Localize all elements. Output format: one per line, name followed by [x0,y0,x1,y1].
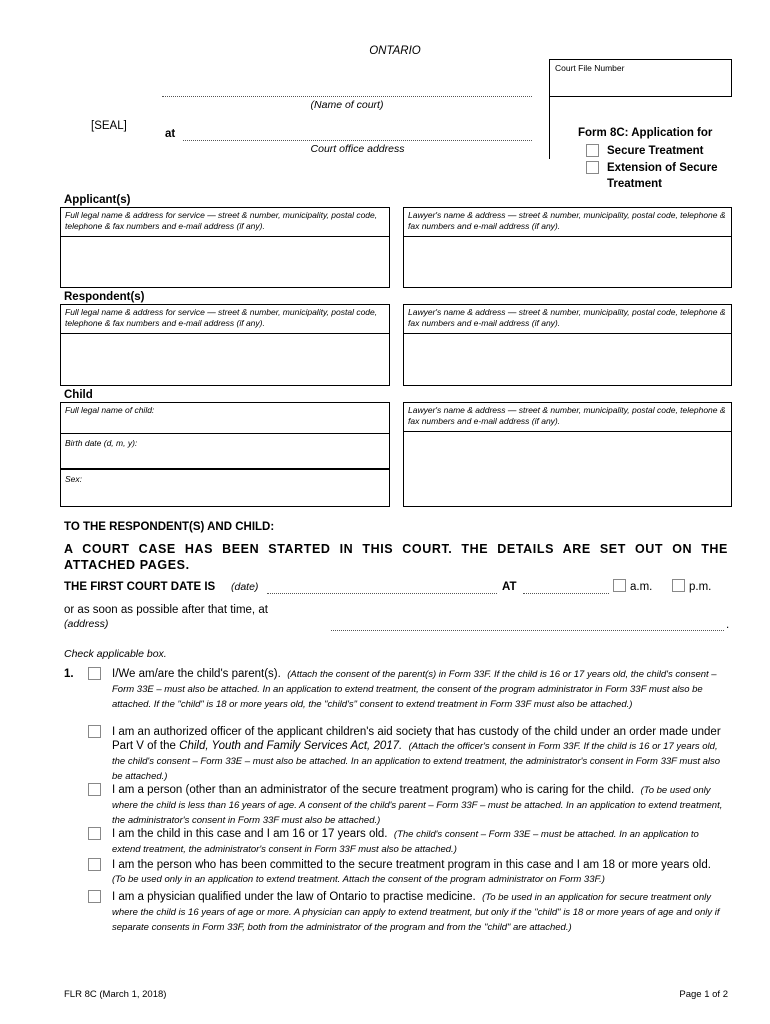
notice-to: TO THE RESPONDENT(S) AND CHILD: [64,521,275,533]
child-birth-label: Birth date (d, m, y): [65,438,138,448]
child-lawyer-field[interactable] [403,402,732,507]
asap-text: or as soon as possible after that time, at [64,604,268,616]
applicant-lawyer-field[interactable] [403,207,732,288]
physician-option [112,890,728,935]
court-date-input[interactable] [267,593,497,594]
child-text: I am the child in this case and I am 16 or 17 years old. [112,828,388,840]
child-sex-field[interactable] [60,469,390,507]
cas-officer-checkbox[interactable] [88,725,101,738]
physician-text: I am a physician qualified under the law of Ontario to practise medicine. [112,891,476,903]
pm-checkbox[interactable] [672,579,685,592]
extension-checkbox[interactable] [586,161,599,174]
child-name-field[interactable] [60,402,390,434]
applicant-party-field[interactable] [60,207,390,288]
caregiver-text: I am a person (other than an administrator of the secure treatment program) who is caring for the child. [112,784,635,796]
notice-started: A COURT CASE HAS BEEN STARTED IN THIS COURT. THE DETAILS ARE SET OUT ON THE ATTACHED PAGES. [64,542,728,572]
committed-person-note: (To be used only in an application to extend treatment. Attach the consent of the program administrator on Form 33F.) [112,874,605,885]
committed-person-checkbox[interactable] [88,858,101,871]
page-number: Page 1 of 2 [679,989,728,1000]
cas-officer-note: (Attach the officer's consent in Form 33F. If the child is 16 or 17 years old, the child's consent – Form 33E – must also be attached. In an application to extend treatment, the administrator's consent in Form 33F must also be attached.) [112,741,721,782]
court-name-caption: (Name of court) [310,99,384,111]
child-sex-label: Sex: [65,474,83,484]
physician-checkbox[interactable] [88,890,101,903]
item-number: 1. [64,668,74,680]
province-heading: ONTARIO [369,45,421,57]
address-period: . [726,619,730,631]
applicant-lawyer-label: Lawyer's name & address — street & number, municipality, postal code, telephone & fax numbers and e-mail address (if any). [408,210,726,231]
field-divider [404,333,731,334]
field-divider [61,236,389,237]
respondent-party-label: Full legal name & address for service — street & number, municipality, postal code, telephone & fax numbers and e-mail address (if any). [65,307,378,328]
am-checkbox[interactable] [613,579,626,592]
act-title: Child, Youth and Family Services Act, 2017. [179,740,403,752]
applicants-heading: Applicant(s) [64,194,131,206]
committed-person-option [112,858,728,887]
extension-label: Extension of Secure [607,162,718,174]
court-file-number-box[interactable] [549,59,732,97]
parent-note: (Attach the consent of the parent(s) in Form 33F. If the child is 16 or 17 years old, the child's consent – Form 33E – must also be attached. In an application to extend treatment, the consent of the program administrator in Form 33F must also be attached. If the "child" is 18 or more years old, the "child's" consent to extend treatment in Form 33F must also be attached.) [112,669,717,710]
child-heading: Child [64,389,93,401]
physician-note: (To be used in an application for secure treatment only where the child is 16 years of age or more. A physician can apply to extend treatment, but only if the "child" is 18 or more years of age and only if separate consents in Form 33F, both from the administrator of the program and from the "child" are attached.) [112,892,720,933]
caregiver-note: (To be used only where the child is less than 16 years of age. A consent of the child's parent – Form 33F – must be attached. In an application to extend treatment, the administrator's consent in Form 33F must also be attached.) [112,785,723,826]
date-hint: (date) [231,581,259,593]
respondent-lawyer-label: Lawyer's name & address — street & number, municipality, postal code, telephone & fax numbers and e-mail address (if any). [408,307,726,328]
first-court-date-label: THE FIRST COURT DATE IS [64,581,216,593]
secure-treatment-checkbox[interactable] [586,144,599,157]
respondent-lawyer-field[interactable] [403,304,732,386]
form-id: FLR 8C (March 1, 2018) [64,989,167,1000]
field-divider [61,333,389,334]
applicant-party-label: Full legal name & address for service — street & number, municipality, postal code, telephone & fax numbers and e-mail address (if any). [65,210,378,231]
pm-label: p.m. [689,581,712,593]
at-time-label: AT [502,581,517,593]
parent-text: I/We am/are the child's parent(s). [112,668,281,680]
respondents-heading: Respondent(s) [64,291,145,303]
address-hint: (address) [64,618,109,630]
parent-option [112,667,728,712]
court-file-number-label: Court File Number [555,63,625,73]
cas-officer-option [112,725,728,784]
court-address-line[interactable] [183,140,532,141]
field-divider [404,236,731,237]
check-intro: Check applicable box. [64,648,167,660]
child-note: (The child's consent – Form 33E – must be attached. In an application to extend treatment, the administrator's consent in Form 33F must also be attached.) [112,829,699,855]
at-label: at [165,128,176,140]
court-time-input[interactable] [523,593,609,594]
child-option [112,827,728,857]
cas-officer-text: I am an authorized officer of the applicant children's aid society that has custody of the child under an order made under Part V of the [112,726,721,752]
respondent-party-field[interactable] [60,304,390,386]
child-checkbox[interactable] [88,827,101,840]
court-address-input[interactable] [331,630,724,631]
form-title: Form 8C: Application for [578,127,713,139]
child-birth-field[interactable] [60,434,390,469]
child-lawyer-label: Lawyer's name & address — street & number, municipality, postal code, telephone & fax numbers and e-mail address (if any). [408,405,726,426]
court-name-line[interactable] [162,96,532,97]
secure-treatment-label: Secure Treatment [607,145,704,157]
field-divider [404,431,731,432]
committed-person-text: I am the person who has been committed to the secure treatment program in this case and I am 18 or more years old. [112,859,711,871]
caregiver-checkbox[interactable] [88,783,101,796]
am-label: a.m. [630,581,653,593]
parent-checkbox[interactable] [88,667,101,680]
extension-label-2: Treatment [607,178,662,190]
court-address-caption: Court office address [310,143,405,155]
seal-label: [SEAL] [91,120,127,132]
header-divider [549,97,550,159]
child-name-label: Full legal name of child: [65,405,155,415]
caregiver-option [112,783,728,828]
